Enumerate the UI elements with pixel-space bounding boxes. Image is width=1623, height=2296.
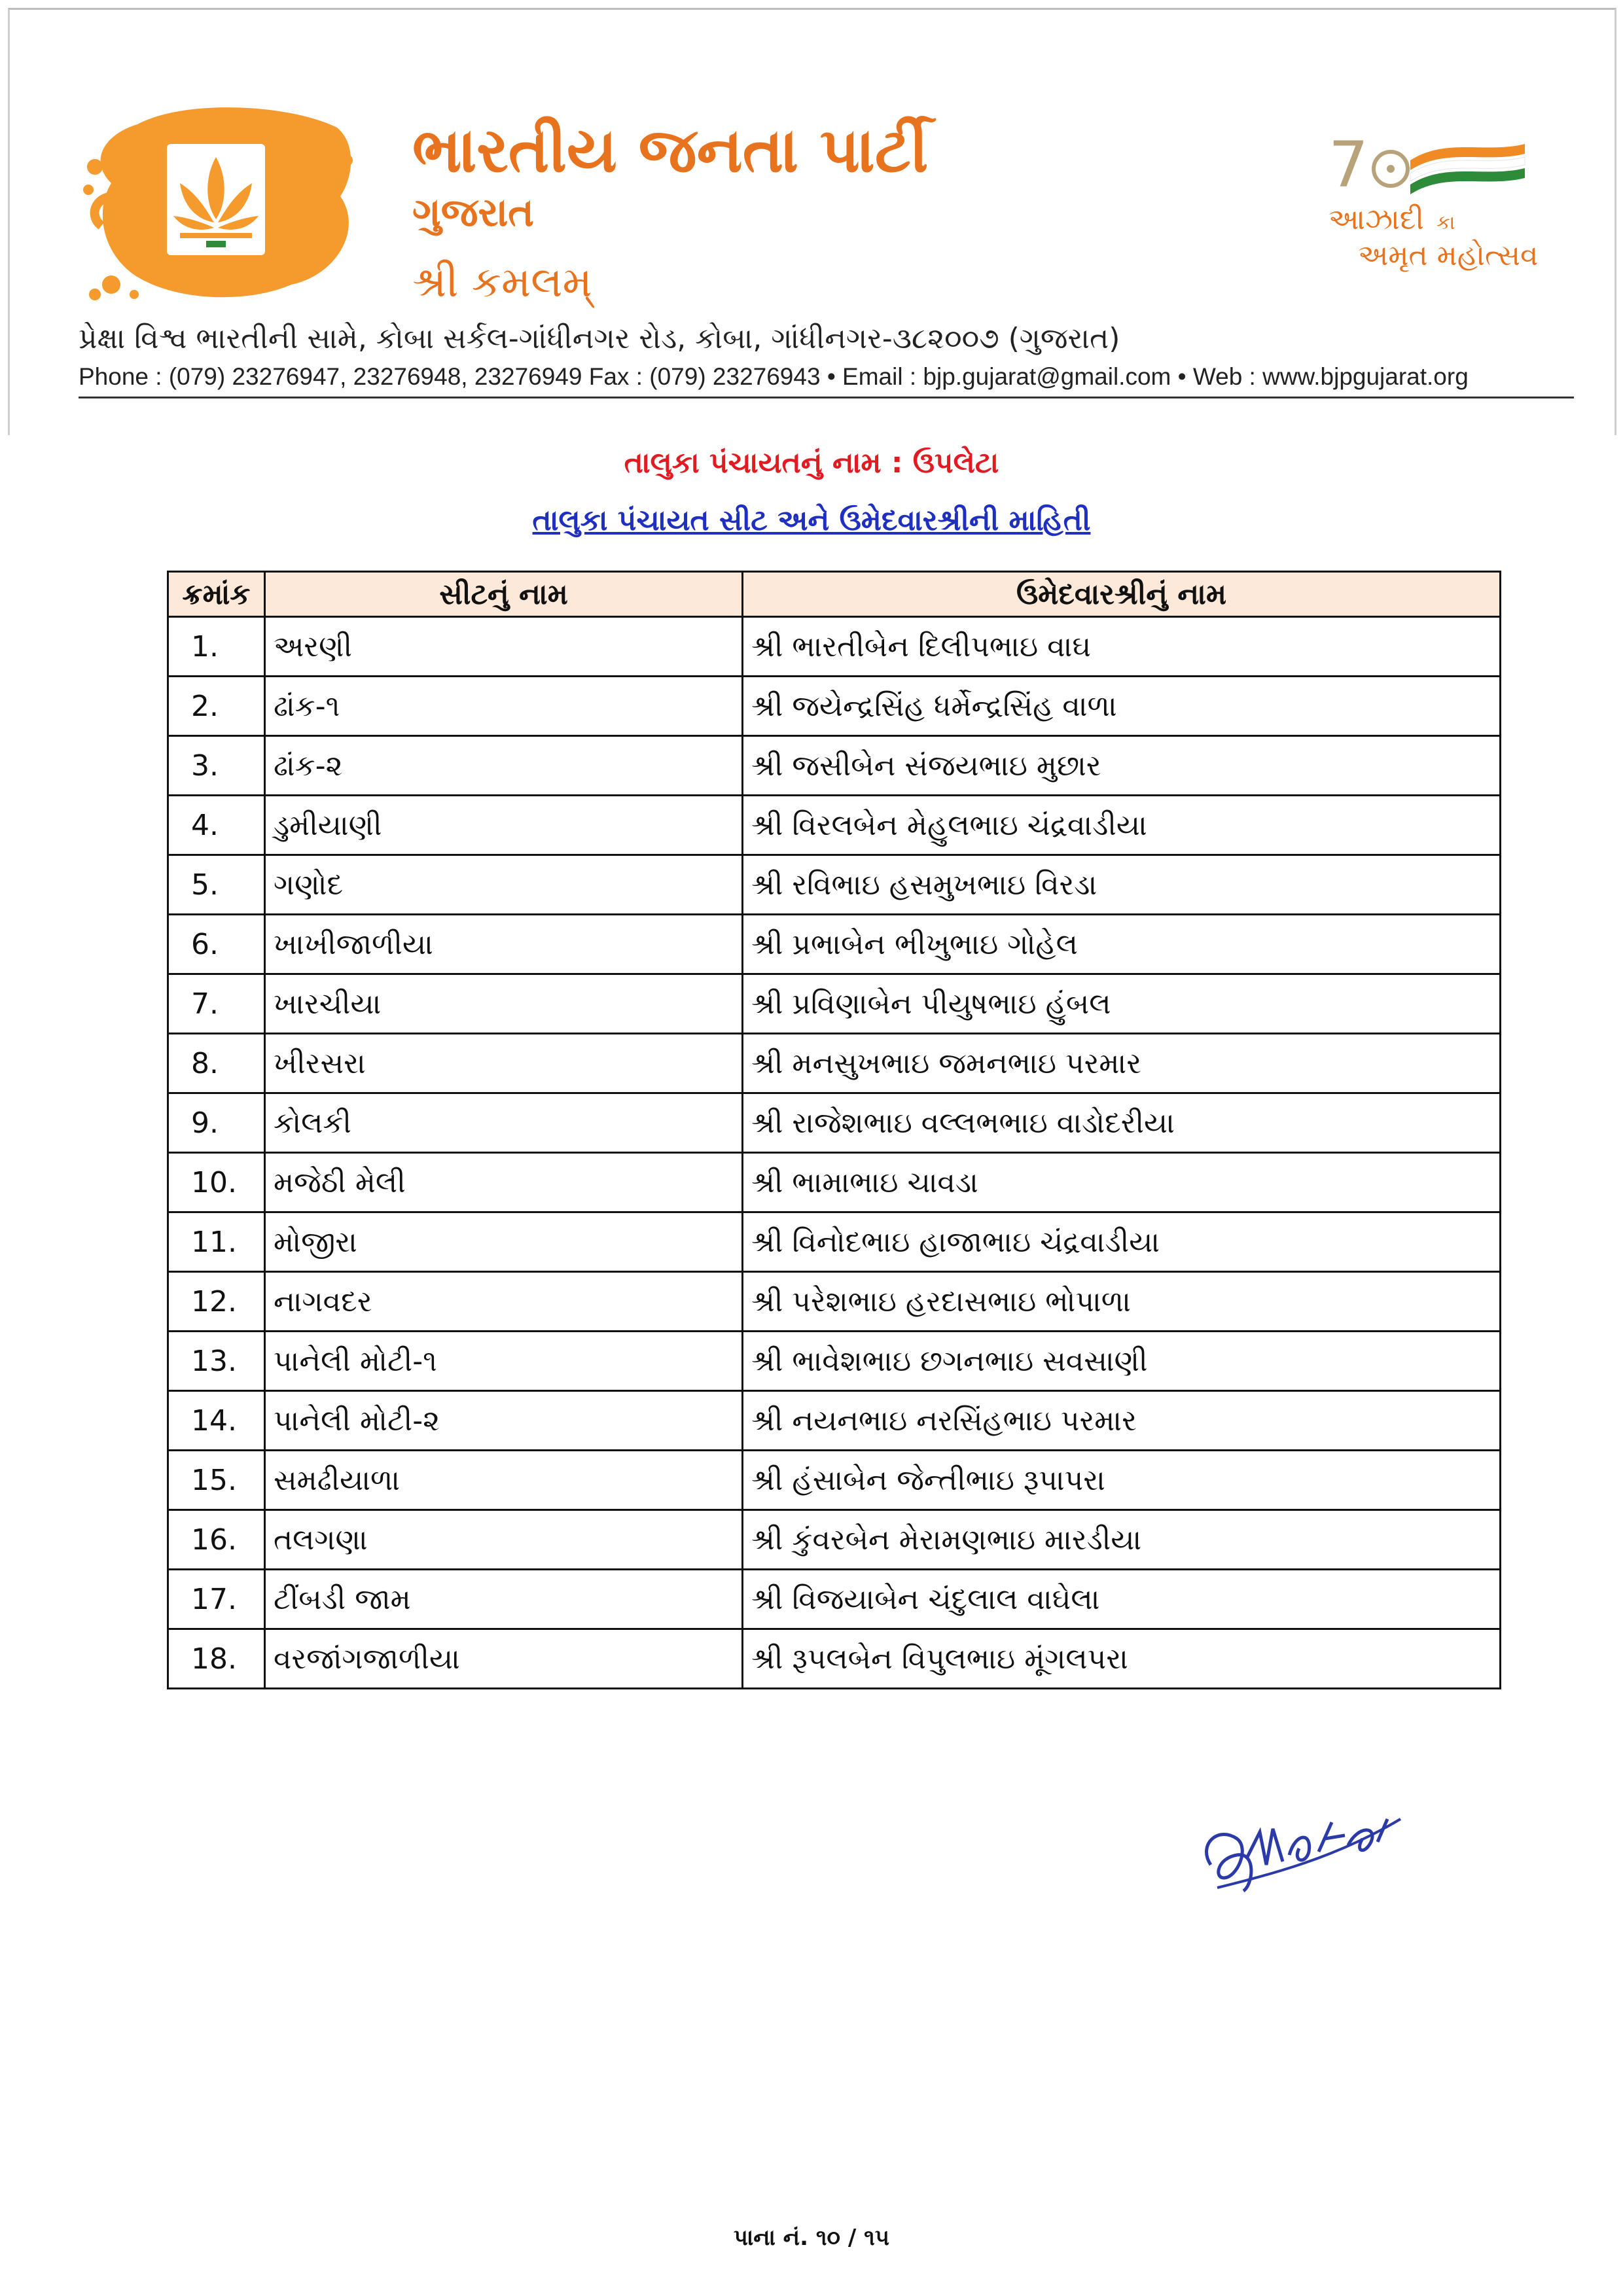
- serial-cell: 11.: [168, 1212, 265, 1272]
- state-name: ગુજરાત: [412, 190, 535, 236]
- serial-cell: 6.: [168, 915, 265, 974]
- candidate-name-cell: શ્રી હંસાબેન જેન્તીભાઇ રૂપાપરા: [743, 1451, 1501, 1510]
- candidate-name-cell: શ્રી વિરલબેન મેહુલભાઇ ચંદ્રવાડીયા: [743, 796, 1501, 855]
- candidate-name-cell: શ્રી રવિભાઇ હસમુખભાઇ વિરડા: [743, 855, 1501, 915]
- candidate-name-cell: શ્રી જસીબેન સંજયભાઇ મુછાર: [743, 736, 1501, 796]
- candidate-name-cell: શ્રી રાજેશભાઇ વલ્લભભાઇ વાડોદરીયા: [743, 1093, 1501, 1153]
- bjp-lotus-logo: [75, 98, 363, 314]
- table-row: [168, 677, 1501, 736]
- serial-cell: 12.: [168, 1272, 265, 1332]
- seat-name-cell: ખાખીજાળીયા: [265, 915, 743, 974]
- address-line: પ્રેક્ષા વિશ્વ ભારતીની સામે, કોબા સર્કલ-ગાંધીનગર રોડ, કોબા, ગાંધીનગર-૩૮૨૦૦૭ (ગુજરાત): [79, 322, 1120, 355]
- candidate-name-cell: શ્રી ભારતીબેન દિલીપભાઇ વાઘ: [743, 617, 1501, 677]
- seat-name-cell: વરજાંગજાળીયા: [265, 1629, 743, 1689]
- table-row: [168, 1391, 1501, 1451]
- table-row: [168, 1510, 1501, 1570]
- table-row: [168, 617, 1501, 677]
- table-row: [168, 1272, 1501, 1332]
- party-name: ભારતીય જનતા પાર્ટી: [412, 115, 929, 186]
- emblem-ka: કા: [1436, 211, 1455, 234]
- svg-text:7: 7: [1329, 128, 1369, 202]
- seat-name-cell: ડુમીયાણી: [265, 796, 743, 855]
- page-number: પાના નં. ૧૦ / ૧૫: [733, 2225, 890, 2251]
- table-row: [168, 1570, 1501, 1629]
- serial-cell: 9.: [168, 1093, 265, 1153]
- emblem-line1: આઝાદી: [1329, 203, 1424, 236]
- seat-name-cell: તલગણા: [265, 1510, 743, 1570]
- contact-line: Phone : (079) 23276947, 23276948, 23276949 Fax : (079) 23276943 • Email : bjp.gujarat@gmail.com • Web : www.bjpgujarat.org: [79, 363, 1469, 390]
- candidate-name-cell: શ્રી પરેશભાઇ હરદાસભાઇ ભોપાળા: [743, 1272, 1501, 1332]
- candidate-name-cell: શ્રી ભાવેશભાઇ છગનભાઇ સવસાણી: [743, 1332, 1501, 1391]
- header-candidate: ઉમેદવારશ્રીનું નામ: [743, 572, 1501, 617]
- table-header-row: [168, 572, 1501, 617]
- signature: [1191, 1793, 1407, 1904]
- page-title: તાલુકા પંચાયતનું નામ : ઉપલેટા: [624, 446, 999, 480]
- serial-cell: 14.: [168, 1391, 265, 1451]
- candidate-name-cell: શ્રી જયેન્દ્રસિંહ ધર્મેન્દ્રસિંહ વાળા: [743, 677, 1501, 736]
- table-row: [168, 1153, 1501, 1212]
- header-serial: ક્રમાંક: [168, 572, 265, 617]
- serial-cell: 3.: [168, 736, 265, 796]
- serial-cell: 2.: [168, 677, 265, 736]
- serial-cell: 18.: [168, 1629, 265, 1689]
- emblem-line2: અમૃત મહોત્સવ: [1358, 239, 1539, 272]
- serial-cell: 7.: [168, 974, 265, 1034]
- table-row: [168, 1093, 1501, 1153]
- seat-name-cell: ઢાંક-૧: [265, 677, 743, 736]
- seat-name-cell: ખારચીયા: [265, 974, 743, 1034]
- serial-cell: 1.: [168, 617, 265, 677]
- table-row: [168, 1629, 1501, 1689]
- table-row: [168, 796, 1501, 855]
- seat-name-cell: અરણી: [265, 617, 743, 677]
- header-seat: સીટનું નામ: [265, 572, 743, 617]
- table-row: [168, 1212, 1501, 1272]
- seat-name-cell: પાનેલી મોટી-૧: [265, 1332, 743, 1391]
- office-name: શ્રી કમલમ્: [412, 258, 592, 307]
- page-subtitle: તાલુકા પંચાયત સીટ અને ઉમેદવારશ્રીની માહિતી: [532, 504, 1091, 537]
- table-row: [168, 915, 1501, 974]
- seat-name-cell: નાગવદર: [265, 1272, 743, 1332]
- table-row: [168, 974, 1501, 1034]
- candidate-name-cell: શ્રી પ્રવિણાબેન પીયુષભાઇ હુંબલ: [743, 974, 1501, 1034]
- serial-cell: 15.: [168, 1451, 265, 1510]
- seat-name-cell: મજેઠી મેલી: [265, 1153, 743, 1212]
- serial-cell: 4.: [168, 796, 265, 855]
- candidate-name-cell: શ્રી કુંવરબેન મેરામણભાઇ મારડીયા: [743, 1510, 1501, 1570]
- seat-name-cell: મોજીરા: [265, 1212, 743, 1272]
- candidate-name-cell: શ્રી રૂપલબેન વિપુલભાઇ મૂંગલપરા: [743, 1629, 1501, 1689]
- seat-name-cell: પાનેલી મોટી-૨: [265, 1391, 743, 1451]
- serial-cell: 13.: [168, 1332, 265, 1391]
- serial-cell: 16.: [168, 1510, 265, 1570]
- seat-name-cell: કોલકી: [265, 1093, 743, 1153]
- candidate-name-cell: શ્રી વિજયાબેન ચંદુલાલ વાઘેલા: [743, 1570, 1501, 1629]
- seat-name-cell: સમઢીયાળા: [265, 1451, 743, 1510]
- table-row: [168, 736, 1501, 796]
- candidate-name-cell: શ્રી મનસુખભાઇ જમનભાઇ પરમાર: [743, 1034, 1501, 1093]
- candidate-name-cell: શ્રી નયનભાઇ નરસિંહભાઇ પરમાર: [743, 1391, 1501, 1451]
- table-row: [168, 1451, 1501, 1510]
- candidate-name-cell: શ્રી વિનોદભાઇ હાજાભાઇ ચંદ્રવાડીયા: [743, 1212, 1501, 1272]
- seat-name-cell: ગણોદ: [265, 855, 743, 915]
- candidate-table: [167, 571, 1501, 1689]
- candidate-name-cell: શ્રી ભામાભાઇ ચાવડા: [743, 1153, 1501, 1212]
- table-row: [168, 1034, 1501, 1093]
- seat-name-cell: ઢાંક-૨: [265, 736, 743, 796]
- serial-cell: 17.: [168, 1570, 265, 1629]
- candidate-name-cell: શ્રી પ્રભાબેન ભીખુભાઇ ગોહેલ: [743, 915, 1501, 974]
- azadi-amrit-mahotsav-logo: [1329, 124, 1577, 275]
- table-row: [168, 855, 1501, 915]
- header-divider: [79, 397, 1574, 398]
- serial-cell: 8.: [168, 1034, 265, 1093]
- seat-name-cell: ટીંબડી જામ: [265, 1570, 743, 1629]
- table-row: [168, 1332, 1501, 1391]
- serial-cell: 10.: [168, 1153, 265, 1212]
- serial-cell: 5.: [168, 855, 265, 915]
- seat-name-cell: ખીરસરા: [265, 1034, 743, 1093]
